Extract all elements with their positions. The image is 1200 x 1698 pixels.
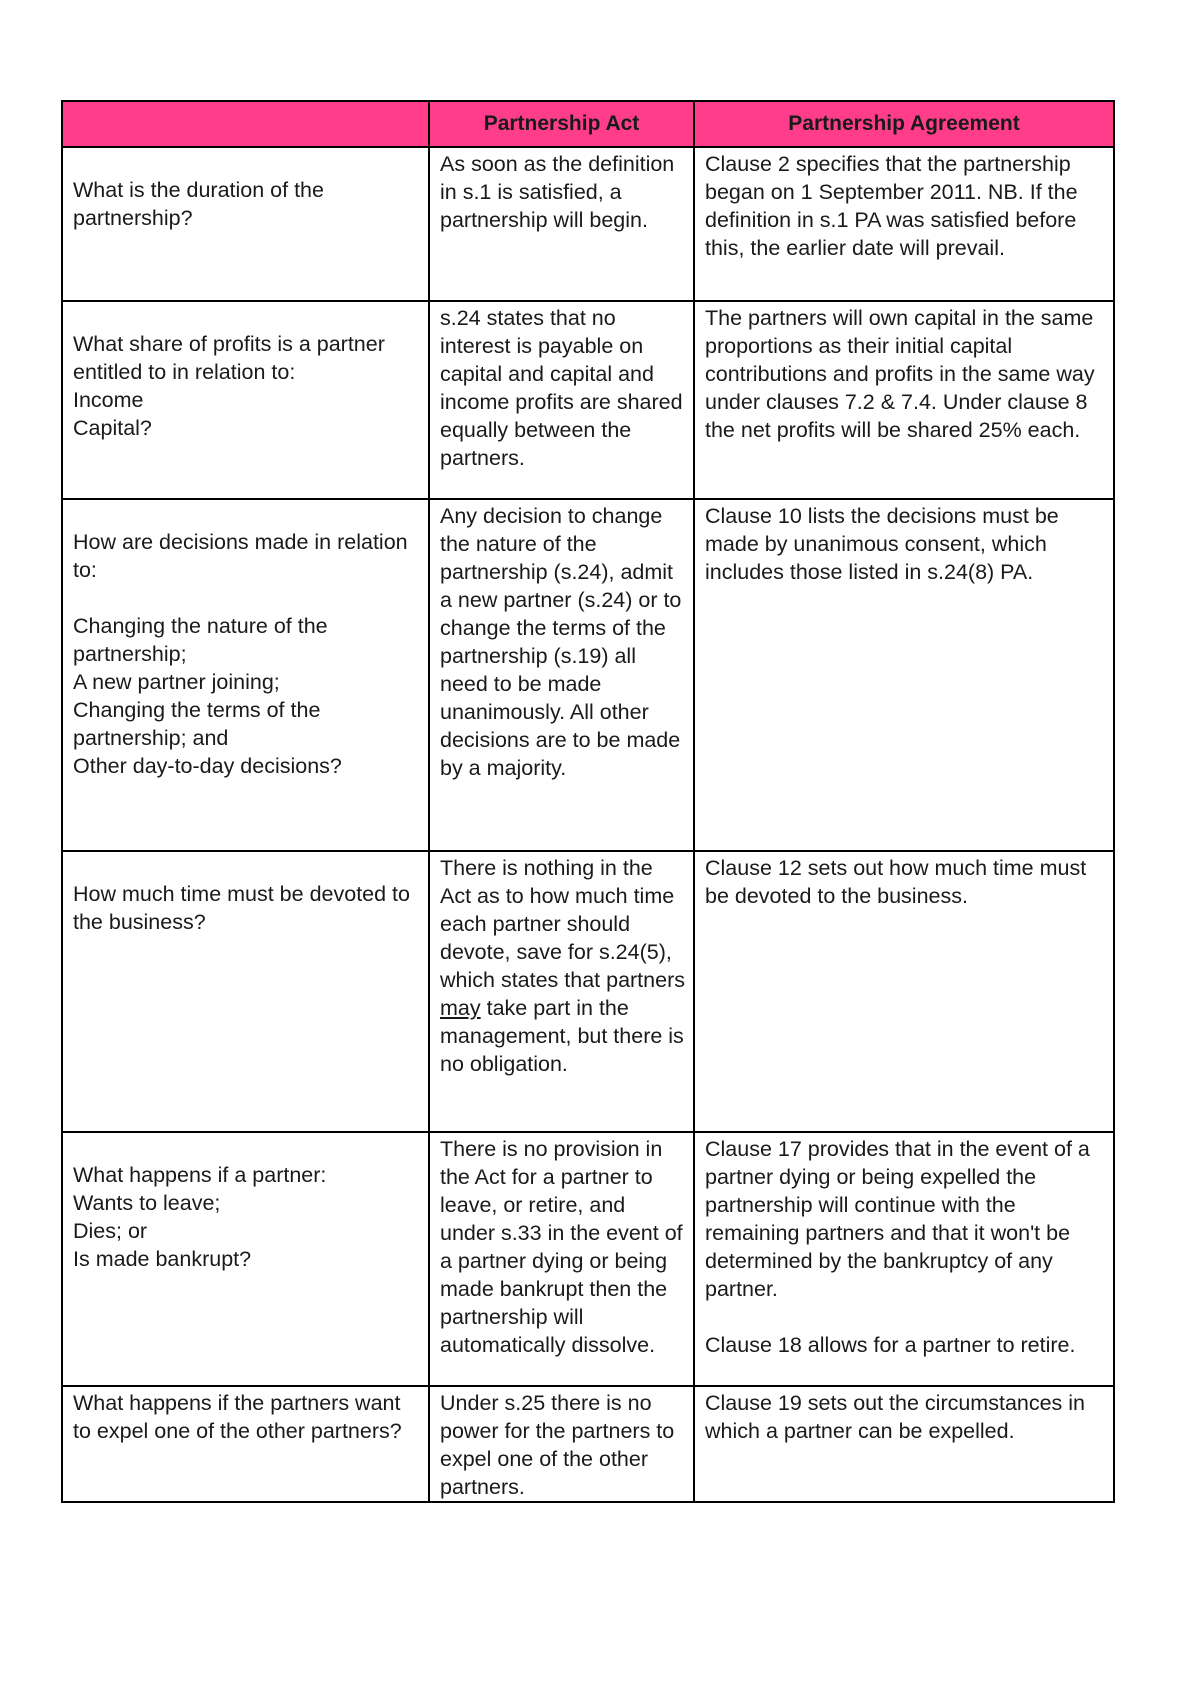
question-text: What is the duration of the partnership? bbox=[73, 178, 324, 230]
agreement-cell bbox=[694, 499, 1114, 851]
question-text: Changing the terms of the partnership; and bbox=[73, 698, 321, 750]
agreement-cell bbox=[694, 851, 1114, 1132]
agreement-text: Clause 17 provides that in the event of a partner dying or being expelled the partnership will continue with the remaining partners and that it won't be determined by the bankruptcy of any partner. bbox=[705, 1137, 1090, 1301]
header-cell-empty bbox=[62, 101, 429, 147]
question-cell bbox=[62, 301, 429, 499]
act-cell bbox=[429, 499, 694, 851]
table-row bbox=[62, 1132, 1114, 1386]
agreement-cell bbox=[694, 1386, 1114, 1502]
question-text: What happens if the partners want to expel one of the other partners? bbox=[73, 1391, 402, 1443]
question-text: Capital? bbox=[73, 416, 152, 440]
agreement-text: Clause 10 lists the decisions must be made by unanimous consent, which includes those listed in s.24(8) PA. bbox=[705, 504, 1059, 584]
act-cell bbox=[429, 851, 694, 1132]
act-text: s.24 states that no interest is payable on capital and capital and income profits are shared equally between the partners. bbox=[440, 306, 683, 470]
question-gap bbox=[73, 584, 420, 612]
act-cell bbox=[429, 1386, 694, 1502]
act-cell bbox=[429, 147, 694, 301]
question-text: Is made bankrupt? bbox=[73, 1247, 252, 1271]
question-cell bbox=[62, 1132, 429, 1386]
agreement-text: Clause 12 sets out how much time must be devoted to the business. bbox=[705, 856, 1087, 908]
act-cell bbox=[429, 1132, 694, 1386]
act-text-underlined: may bbox=[440, 996, 481, 1020]
agreement-cell bbox=[694, 147, 1114, 301]
agreement-text: Clause 2 specifies that the partnership began on 1 September 2011. NB. If the definition in s.1 PA was satisfied before this, the earlier date will prevail. bbox=[705, 152, 1078, 260]
question-text: Other day-to-day decisions? bbox=[73, 754, 342, 778]
table-row bbox=[62, 851, 1114, 1132]
question-text: Changing the nature of the partnership; bbox=[73, 614, 328, 666]
act-text bbox=[440, 854, 685, 1078]
question-cell bbox=[62, 499, 429, 851]
question-cell bbox=[62, 147, 429, 301]
question-text: What happens if a partner: bbox=[73, 1163, 327, 1187]
header-cell-partnership-act: Partnership Act bbox=[429, 101, 694, 147]
header-cell-partnership-agreement: Partnership Agreement bbox=[694, 101, 1114, 147]
act-text-after: take part in the management, but there is no obligation. bbox=[440, 996, 684, 1076]
question-text: A new partner joining; bbox=[73, 670, 280, 694]
table-row bbox=[62, 1386, 1114, 1502]
table-row bbox=[62, 301, 1114, 499]
act-text-before: There is nothing in the Act as to how much time each partner should devote, save for s.24(5), which states that partners bbox=[440, 856, 685, 992]
agreement-gap bbox=[705, 1303, 1105, 1331]
table-row bbox=[62, 499, 1114, 851]
question-cell bbox=[62, 1386, 429, 1502]
act-text: There is no provision in the Act for a partner to leave, or retire, and under s.33 in the event of a partner dying or being made bankrupt then the partnership will automatically dissolve. bbox=[440, 1137, 683, 1357]
agreement-cell bbox=[694, 1132, 1114, 1386]
act-text: As soon as the definition in s.1 is satisfied, a partnership will begin. bbox=[440, 152, 675, 232]
question-text: Income bbox=[73, 388, 144, 412]
act-text: Under s.25 there is no power for the partners to expel one of the other partners. bbox=[440, 1391, 675, 1499]
question-cell bbox=[62, 851, 429, 1132]
table-row bbox=[62, 147, 1114, 301]
agreement-cell bbox=[694, 301, 1114, 499]
question-text: Wants to leave; bbox=[73, 1191, 221, 1215]
question-text: Dies; or bbox=[73, 1219, 148, 1243]
act-text: Any decision to change the nature of the partnership (s.24), admit a new partner (s.24) or to change the terms of the partnership (s.19) all need to be made unanimously. All other decisions are to be made by a majority. bbox=[440, 504, 682, 780]
question-text: What share of profits is a partner entitled to in relation to: bbox=[73, 332, 385, 384]
question-text: How much time must be devoted to the business? bbox=[73, 882, 410, 934]
header-row bbox=[62, 101, 1114, 147]
agreement-text: Clause 18 allows for a partner to retire. bbox=[705, 1333, 1076, 1357]
act-cell bbox=[429, 301, 694, 499]
agreement-text: The partners will own capital in the same proportions as their initial capital contributions and profits in the same way under clauses 7.2 & 7.4. Under clause 8 the net profits will be shared 25% each. bbox=[705, 306, 1095, 442]
agreement-text: Clause 19 sets out the circumstances in which a partner can be expelled. bbox=[705, 1391, 1086, 1443]
question-text: How are decisions made in relation to: bbox=[73, 530, 408, 582]
comparison-table bbox=[61, 100, 1115, 1503]
